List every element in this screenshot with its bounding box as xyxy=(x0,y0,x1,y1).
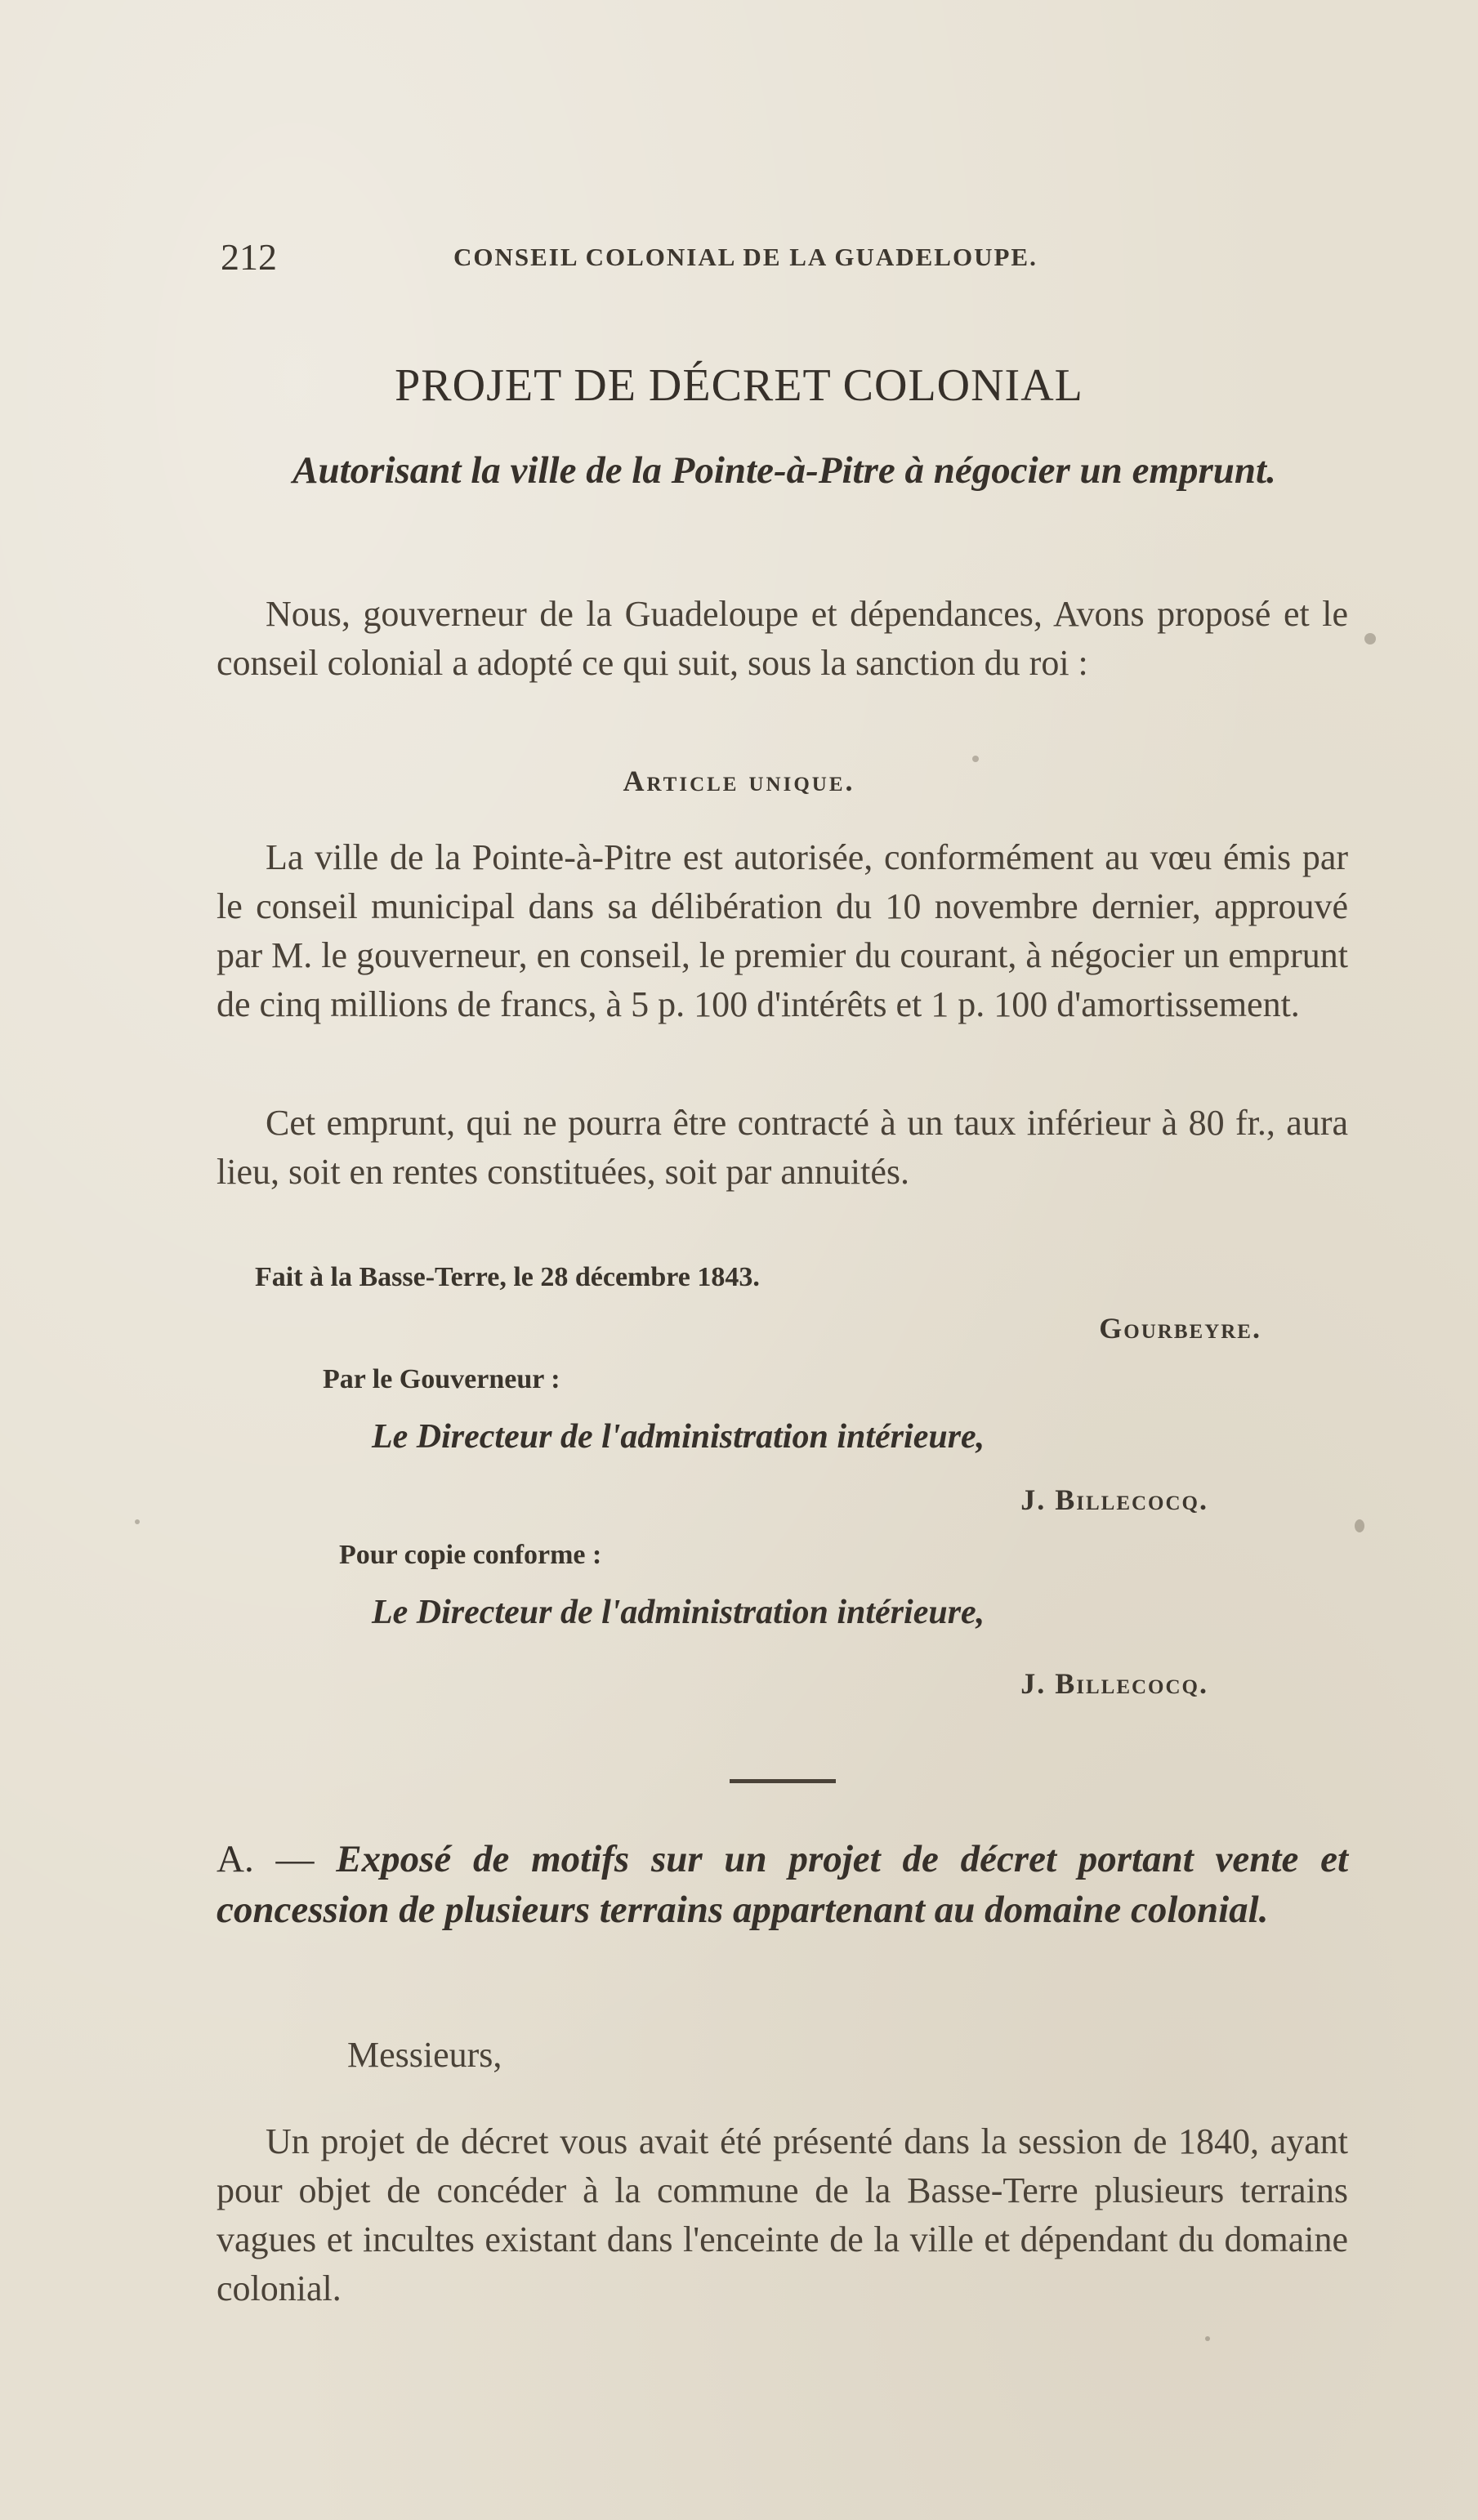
signed-place-date: Fait à la Basse-Terre, le 28 décembre 1843. xyxy=(255,1262,760,1292)
paper-speck xyxy=(1205,2336,1210,2341)
copy-conform-label: Pour copie conforme : xyxy=(339,1540,602,1570)
section-a-marker: A. — xyxy=(217,1838,315,1880)
paper-speck xyxy=(135,1519,140,1524)
signature-director-copy: J. Billecocq. xyxy=(1020,1667,1208,1700)
decree-preamble: Nous, gouverneur de la Guadeloupe et dépendances, Avons proposé et le conseil colonial a adopté ce qui suit, sous la sanction du roi : xyxy=(217,594,1348,683)
section-a-paragraph: Un projet de décret vous avait été présenté dans la session de 1840, ayant pour objet de concéder à la commune de la Basse-Terre plusieurs terrains vagues et incultes existant dans l'enceinte de la ville et dépendant du domaine colonial. xyxy=(217,2121,1348,2308)
section-a-heading xyxy=(217,1834,1348,1935)
page-number: 212 xyxy=(221,236,277,278)
paper-speck xyxy=(972,756,979,762)
signature-director: J. Billecocq. xyxy=(1020,1483,1208,1516)
running-head: CONSEIL COLONIAL DE LA GUADELOUPE. xyxy=(453,243,1038,271)
article-paragraph-1: La ville de la Pointe-à-Pitre est autorisée, conformément au vœu émis par le conseil municipal dans sa délibération du 10 novembre dernier, approuvé par M. le gouverneur, en conseil, le premier du courant, à négocier un emprunt de cinq millions de francs, à 5 p. 100 d'intérêts et 1 p. 100 d'amortissement. xyxy=(217,837,1348,1024)
paper-speck xyxy=(1364,633,1376,644)
salutation: Messieurs, xyxy=(347,2035,502,2075)
article-paragraph-2: Cet emprunt, qui ne pourra être contracté à un taux inférieur à 80 fr., aura lieu, soit en rentes constituées, soit par annuités. xyxy=(217,1103,1348,1192)
article-heading: Article unique. xyxy=(623,765,855,797)
decree-subtitle: Autorisant la ville de la Pointe-à-Pitre à négocier un emprunt. xyxy=(292,449,1276,492)
signature-governor: Gourbeyre. xyxy=(1099,1312,1261,1345)
by-governor-label: Par le Gouverneur : xyxy=(323,1364,560,1394)
decree-title: PROJET DE DÉCRET COLONIAL xyxy=(395,360,1083,411)
director-title-copy: Le Directeur de l'administration intérieure, xyxy=(372,1594,985,1631)
paper-speck xyxy=(1355,1519,1364,1532)
director-title: Le Directeur de l'administration intérieure, xyxy=(372,1418,985,1456)
section-divider xyxy=(730,1779,836,1783)
section-a-title: Exposé de motifs sur un projet de décret portant vente et concession de plusieurs terrains appartenant au domaine colonial. xyxy=(217,1838,1349,1931)
